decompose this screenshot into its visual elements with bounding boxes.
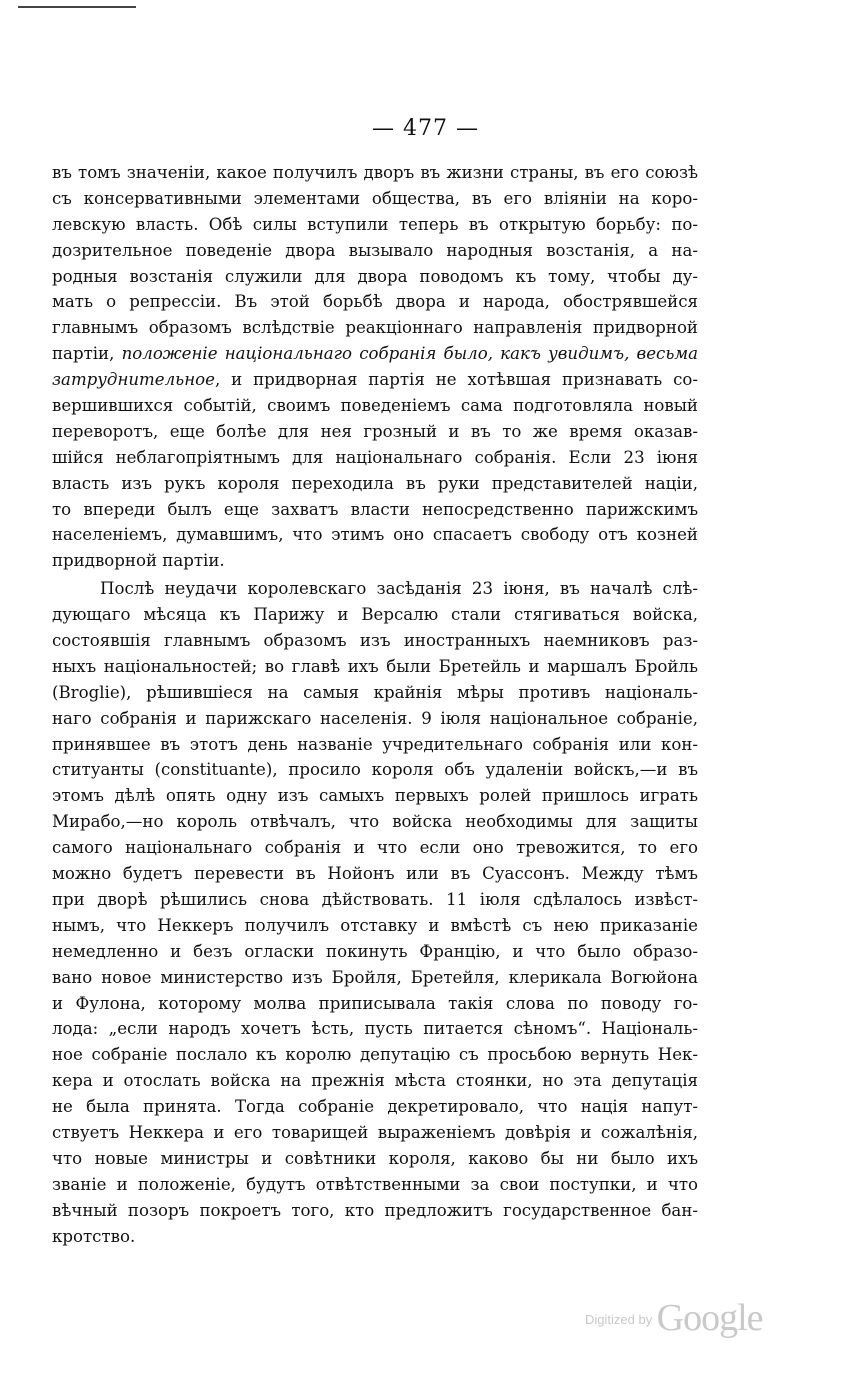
text-line: немедленно и безъ огласки покинуть Францiю, и что было образо- (52, 941, 698, 961)
text-line: что новые министры и совѣтники короля, каково бы ни было ихъ (52, 1148, 698, 1168)
text-line: переворотъ, еще болѣе для нея грозный и въ то же время оказав- (52, 421, 698, 441)
text-line: вершившихся событiй, своимъ поведенiемъ сама подготовляла новый (52, 396, 698, 416)
text-line: въ томъ значенiи, какое получилъ дворъ въ жизни страны, въ его союзѣ (52, 163, 698, 182)
text-line: мать о репрессiи. Въ этой борьбѣ двора и народа, обострявшейся (52, 292, 698, 312)
text-line: наго собранiя и парижскаго населенiя. 9 iюля нацiональное собранiе, (52, 708, 698, 728)
text-line: дозрительное поведенiе двора вызывало народныя возстанiя, а на- (52, 240, 698, 260)
text-line-mixed (52, 367, 698, 393)
text-line: населенiемъ, думавшимъ, что этимъ оно спасаетъ свободу отъ козней (52, 525, 698, 545)
google-watermark (585, 1296, 763, 1340)
italic-text: положенiе нацiональнаго собранiя было, какъ увидимъ, весьма (121, 344, 698, 364)
text-line: (Broglie), рѣшившiеся на самыя крайнiя мѣры противъ нацiональ- (52, 682, 698, 702)
text-line: ствуетъ Неккера и его товарищей выраженiемъ довѣрiя и сожалѣнiя, (52, 1122, 698, 1142)
google-logo: Google (656, 1297, 763, 1339)
text-line: при дворѣ рѣшились снова дѣйствовать. 11 iюля сдѣлалось извѣст- (52, 889, 698, 909)
text-line: вано новое министерство изъ Бройля, Бретейля, клерикала Вогюйона (52, 967, 698, 987)
text-line: ныхъ нацiональностей; во главѣ ихъ были Бретейль и маршалъ Бройль (52, 656, 698, 676)
text-line: вѣчный позоръ покроетъ того, кто предложитъ государственное бан- (52, 1200, 698, 1220)
text-line: главнымъ образомъ вслѣдствiе реакцiоннаго направленiя придворной (52, 318, 698, 338)
text-segment: партiи, (52, 344, 122, 364)
text-line: дующаго мѣсяца къ Парижу и Версалю стали стягиваться войска, (52, 605, 698, 625)
text-line: придворной партiи. (52, 551, 225, 571)
text-line-mixed (52, 341, 698, 367)
text-line: кера и отослать войска на прежнiя мѣста стоянки, но эта депутацiя (52, 1071, 698, 1091)
text-line: левскую власть. Обѣ силы вступили теперь въ открытую борьбу: по- (52, 214, 698, 234)
text-line: и Фулона, которому молва приписывала такiя слова по поводу го- (52, 993, 698, 1013)
text-line: званiе и положенiе, будутъ отвѣтственными за свои поступки, и что (52, 1174, 698, 1194)
text-line: принявшее въ этотъ день названiе учредительнаго собранiя или кон- (52, 734, 698, 754)
text-line: лода: „если народъ хочетъ ѣсть, пусть питается сѣномъ“. Нацiональ- (52, 1019, 698, 1039)
text-line: самого нацiональнаго собранiя и что если оно тревожится, то его (52, 838, 698, 858)
text-line: кротство. (52, 1226, 136, 1246)
text-line: ное собранiе послало къ королю депутацiю съ просьбою вернуть Нек- (52, 1045, 698, 1065)
text-line: не была принята. Тогда собранiе декретировало, что нацiя напут- (52, 1097, 698, 1117)
text-line: шiйся неблагопрiятнымъ для нацiональнаго собранiя. Если 23 iюня (52, 447, 698, 467)
top-rule (18, 6, 136, 8)
text-line: то впереди былъ еще захватъ власти непосредственно парижскимъ (52, 499, 698, 519)
text-line: Мирабо,—но король отвѣчалъ, что войска необходимы для защиты (52, 812, 698, 832)
text-line: этомъ дѣлѣ опять одну изъ самыхъ первыхъ ролей пришлось играть (52, 786, 698, 806)
text-line: ституанты (constituante), просило короля объ удаленiи войскъ,—и въ (52, 760, 698, 780)
text-line: родныя возстанiя служили для двора поводомъ къ тому, чтобы ду- (52, 266, 698, 286)
text-line: можно будетъ перевести въ Нойонъ или въ Суассонъ. Между тѣмъ (52, 864, 698, 884)
text-line: состоявшiя главнымъ образомъ изъ иностранныхъ наемниковъ раз- (52, 631, 698, 651)
watermark-prefix: Digitized by (585, 1312, 653, 1327)
page-number: — 477 — (372, 116, 479, 141)
italic-text: затруднительное (52, 370, 215, 390)
text-line: власть изъ рукъ короля переходила въ руки представителей нацiи, (52, 473, 698, 493)
page-text (52, 160, 698, 1249)
text-line: съ консервативными элементами общества, въ его влiянiи на коро- (52, 188, 698, 208)
text-segment: , и придворная партiя не хотѣвшая признавать со- (214, 370, 698, 390)
paragraph-first-line: Послѣ неудачи королевскаго засѣданiя 23 iюня, въ началѣ слѣ- (100, 579, 698, 599)
text-line: нымъ, что Неккеръ получилъ отставку и вмѣстѣ съ нею приказанiе (52, 915, 698, 935)
